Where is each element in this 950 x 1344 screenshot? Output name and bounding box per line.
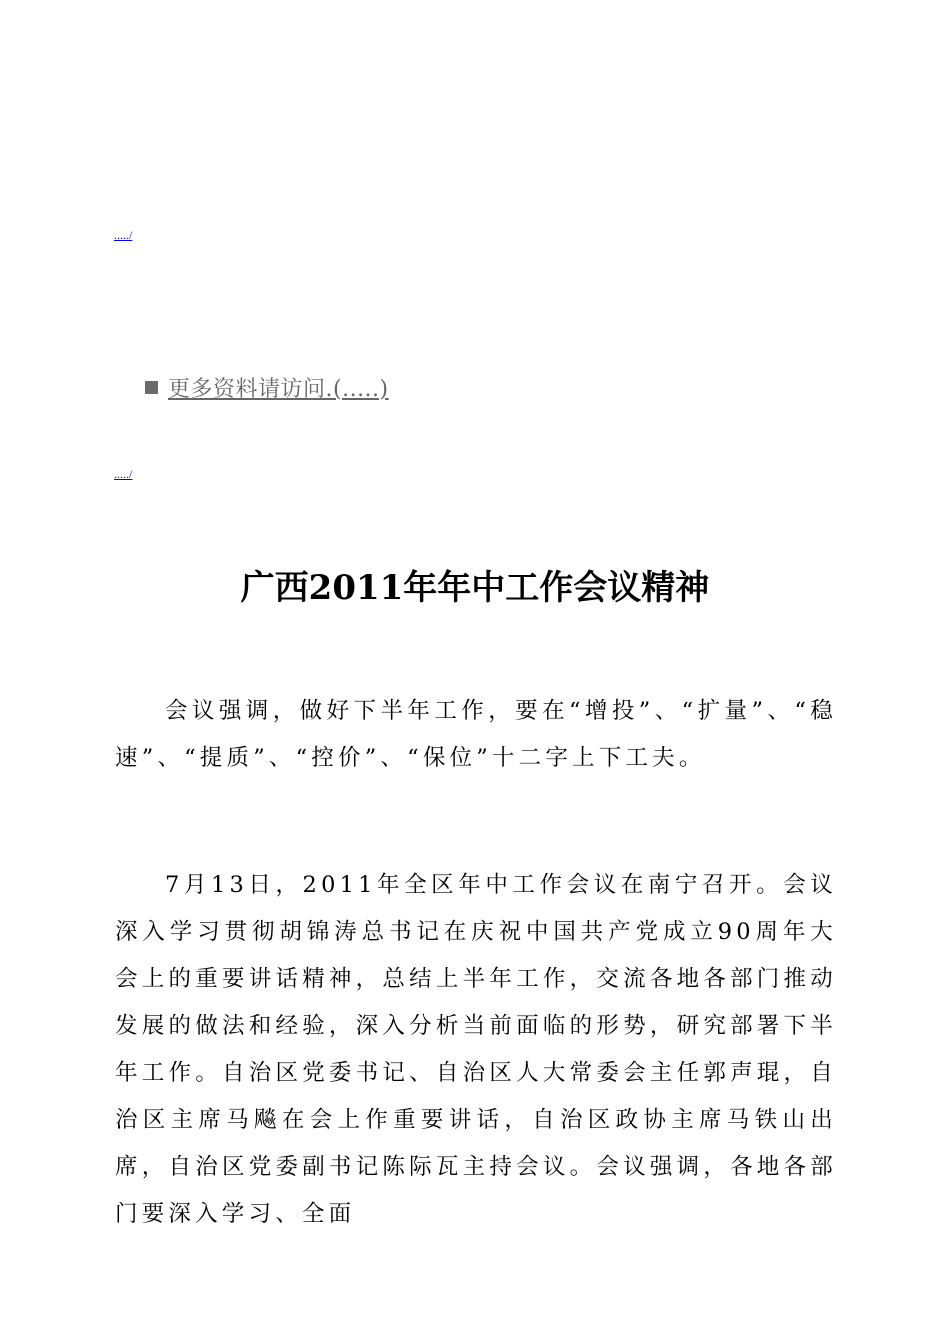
paragraph-1: 会议强调，做好下半年工作，要在“增投”、“扩量”、“稳速”、“提质”、“控价”、“保位”十二字上下工夫。 xyxy=(115,698,837,771)
more-resources-row xyxy=(145,372,389,403)
more-resources-link[interactable]: 更多资料请访问.(.....) xyxy=(168,377,389,402)
square-bullet-icon xyxy=(145,381,158,394)
paragraph-2: 7月13日，2011年全区年中工作会议在南宁召开。会议深入学习贯彻胡锦涛总书记在庆祝中国共产党成立90周年大会上的重要讲话精神，总结上半年工作，交流各地各部门推动发展的做法和经验，深入分析当前面临的形势，研究部署下半年工作。自治区党委书记、自治区人大常委会主任郭声琨，自治区主席马飚在会上作重要讲话，自治区政协主席马铁山出席，自治区党委副书记陈际瓦主持会议。会议强调，各地各部门要深入学习、全面 xyxy=(115,872,837,1227)
document-title: 广西2011年年中工作会议精神 xyxy=(240,568,710,608)
top-link-1[interactable]: ...../ xyxy=(114,228,133,242)
top-link-2[interactable]: ...../ xyxy=(114,467,133,481)
